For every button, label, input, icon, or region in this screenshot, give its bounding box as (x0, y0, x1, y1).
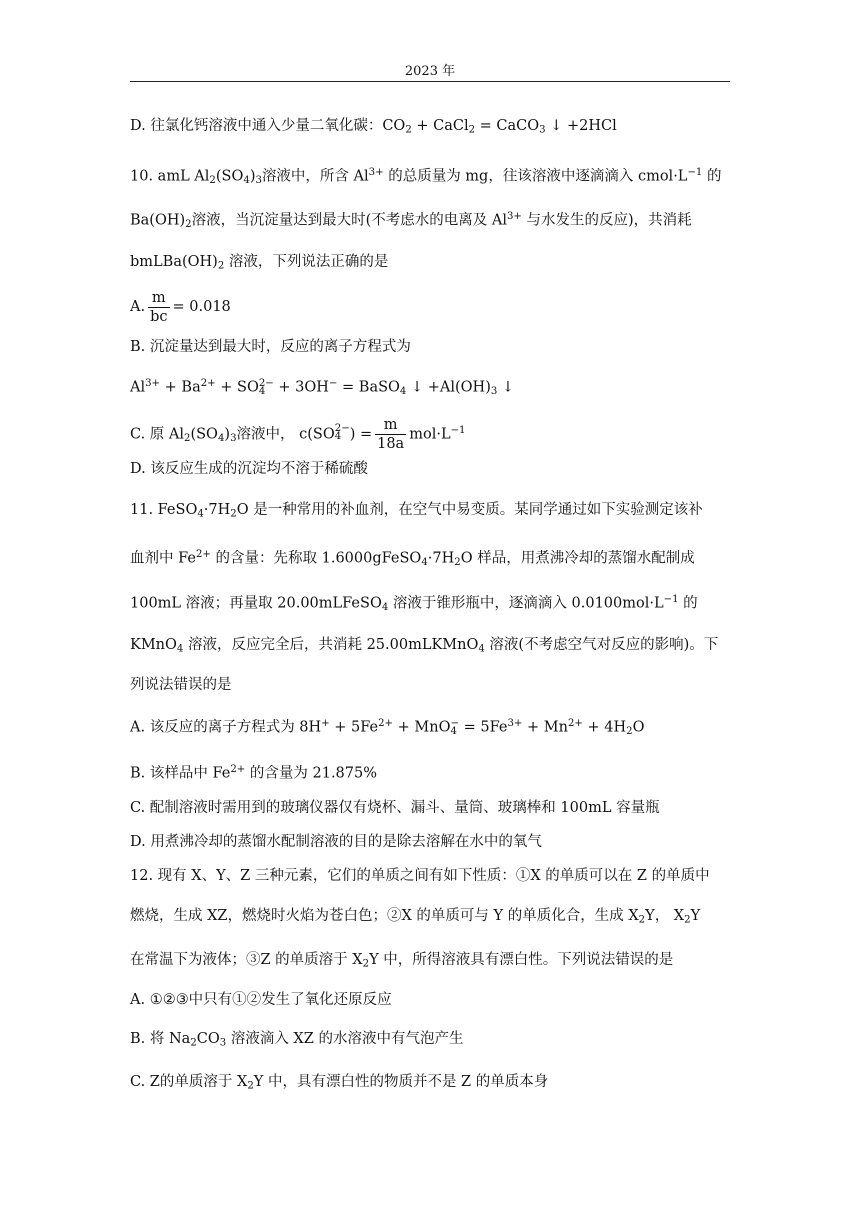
text-run: = BaSO (337, 379, 400, 396)
text-run: Y， X (645, 908, 685, 924)
text-run: 溶液中，所含 Al (261, 168, 369, 185)
text-run: ↓ (497, 379, 515, 396)
text-run: ·7H (203, 502, 231, 518)
text-run: 2 (217, 260, 225, 272)
text-run: 3+ (368, 167, 384, 178)
fraction-m-over-bc (148, 289, 169, 326)
text-run: 2 (247, 1080, 254, 1092)
text-run: + CaCl (411, 118, 469, 134)
q11-option-d (130, 832, 730, 852)
text-run: O 样品，用煮沸冷却的蒸馏水配制成 (460, 550, 695, 567)
text-run: 的含量：先称取 1.6000gFeSO (210, 550, 422, 567)
text-run: Y 中，所得溶液具有漂白性。下列说法错误的是 (369, 952, 674, 968)
text-run: 2+ (200, 378, 216, 389)
text-run: ) (224, 426, 231, 443)
text-run: 列说法错误的是 (130, 677, 232, 693)
q12-option-b (130, 1029, 730, 1054)
text-run: 4 (197, 508, 204, 520)
text-run: ) (249, 168, 256, 185)
text-run: C. Z的单质溶于 X (130, 1074, 248, 1090)
text-run: ·7H (427, 550, 455, 567)
text-run: A. 该反应的离子方程式为 8H (130, 719, 322, 736)
q11-stem-line1 (130, 500, 730, 525)
text-run: −1 (450, 425, 466, 436)
text-run: 2 (626, 726, 633, 738)
q12-stem-line3 (130, 950, 730, 975)
q10-option-b (130, 337, 730, 357)
text-run: + SO (215, 379, 259, 396)
header-rule (130, 81, 730, 82)
text-run: 2 (185, 219, 192, 231)
text-run: − (450, 717, 459, 729)
text-run: D. 用煮沸冷却的蒸馏水配制溶液的目的是除去溶解在水中的氧气 (130, 834, 542, 850)
text-run: 4 (478, 643, 485, 655)
text-run: 4 (258, 385, 266, 397)
text-run: = 5Fe (458, 719, 508, 736)
q11-option-b (130, 760, 730, 784)
text-run: ↓ +Al(OH) (406, 379, 491, 396)
text-run: 2 (468, 124, 476, 136)
text-run: 18a (377, 436, 405, 453)
text-run: 的含量为 21.875% (245, 765, 378, 782)
text-run: 3 (255, 175, 262, 187)
text-run: + 4H (582, 719, 627, 736)
q11-stem-line2 (130, 545, 730, 573)
text-run: Al (130, 379, 146, 396)
text-run: 4 (399, 386, 407, 398)
text-run: B. 该样品中 Fe (130, 765, 231, 782)
q10-stem-line1 (130, 163, 730, 191)
text-run: Y (690, 908, 701, 924)
q11-stem-line4 (130, 635, 730, 660)
text-run: 溶液于锥形瓶中，逐滴滴入 0.0100mol·L (388, 595, 664, 612)
text-run: 溶液，下列说法正确的是 (224, 254, 389, 270)
text-run: 12. 现有 X、Y、Z 三种元素，它们的单质之间有如下性质：①X 的单质可以在 Z 的单质中 (130, 868, 710, 884)
text-run: 的总质量为 mg，往该溶液中逐滴滴入 cmol·L (383, 168, 688, 185)
text-run: ↓ +2HCl (545, 118, 617, 134)
text-run: 3+ (506, 211, 522, 222)
text-run: B. 将 Na (130, 1031, 191, 1047)
text-run: O 是一种常用的补血剂，在空气中易变质。某同学通过如下实验测定该补 (236, 502, 703, 518)
text-run: 4 (176, 643, 184, 655)
text-run: + Mn (522, 719, 568, 736)
text-run: 3+ (507, 718, 523, 729)
text-run: 4 (421, 557, 428, 569)
text-run: m (148, 289, 169, 308)
text-run: 2 (362, 958, 370, 970)
text-run: 溶液，反应完全后，共消耗 25.00mLKMnO (183, 637, 479, 653)
text-run: (SO (190, 426, 218, 443)
text-run: bc (150, 308, 168, 325)
q11-stem-line3 (130, 590, 730, 618)
q12-option-a (130, 990, 730, 1010)
text-run: 2 (209, 175, 216, 187)
q11-option-a (130, 714, 730, 742)
text-run: 2 (230, 508, 237, 520)
q12-stem-line2 (130, 906, 730, 931)
text-run: + 3OH (273, 379, 329, 396)
text-run: 4 (381, 602, 389, 614)
text-run: 2 (184, 433, 191, 445)
text-run: 4 (334, 430, 342, 442)
text-run: 2 (405, 124, 412, 136)
text-run: m (375, 416, 406, 435)
text-run: 2+ (378, 718, 394, 729)
text-run: CO (196, 1031, 220, 1047)
q10-option-a (130, 288, 730, 326)
text-run: 的 (702, 168, 722, 185)
text-run: 溶液(不考虑空气对反应的影响)。下 (484, 637, 719, 653)
text-run: 3 (230, 433, 237, 445)
text-run: 2 (454, 557, 461, 569)
header-year: 2023 年 (404, 64, 456, 79)
q10-stem-line3 (130, 252, 730, 277)
text-run: C. 原 Al (130, 426, 185, 443)
text-run: 3 (219, 1037, 227, 1049)
text-run: 3 (539, 124, 546, 136)
text-run: C. 配制溶液时需用到的玻璃仪器仅有烧杯、漏斗、量筒、玻璃棒和 100mL 容量瓶 (130, 800, 660, 816)
text-run: D. 往氯化钙溶液中通入少量二氧化碳：CO (130, 118, 406, 134)
text-run: 2 (638, 914, 646, 926)
text-run: (SO (215, 168, 244, 185)
text-run: 2 (684, 914, 691, 926)
q10-option-c (130, 412, 730, 458)
text-run: B. 沉淀量达到最大时，反应的离子方程式为 (130, 339, 411, 355)
text-run: ) = (349, 426, 373, 443)
fraction-m-over-18a (375, 416, 406, 453)
text-run: 4 (450, 725, 457, 737)
text-run: 2− (334, 422, 350, 434)
q12-option-c (130, 1072, 730, 1097)
text-run: bmLBa(OH) (130, 254, 218, 270)
text-run: = CaCO (475, 118, 540, 134)
text-run: A. ①②③中只有①②发生了氧化还原反应 (130, 992, 392, 1008)
text-run: mol·L (409, 426, 451, 443)
text-run: 2+ (230, 764, 246, 775)
text-run: 10. amL Al (130, 168, 210, 185)
text-run: 溶液，当沉淀量达到最大时(不考虑水的电离及 Al (191, 212, 507, 229)
text-run: −1 (687, 167, 703, 178)
text-run: Ba(OH) (130, 212, 186, 229)
text-run: A. (130, 299, 146, 315)
text-run: D. 该反应生成的沉淀均不溶于稀硫酸 (130, 461, 368, 477)
q12-stem-line1 (130, 866, 730, 886)
text-run: O (632, 719, 645, 736)
q9-option-d (130, 116, 730, 141)
text-run: − (328, 378, 338, 389)
text-run: 血剂中 Fe (130, 550, 196, 567)
q11-option-c (130, 798, 730, 818)
text-run: + 5Fe (329, 719, 379, 736)
text-run: 燃烧，生成 XZ，燃烧时火焰为苍白色；②X 的单质可与 Y 的单质化合，生成 X (130, 908, 639, 924)
q11-stem-line5 (130, 675, 730, 695)
text-run: 在常温下为液体；③Z 的单质溶于 X (130, 952, 363, 968)
text-run: 的 (678, 595, 698, 612)
q10-option-d (130, 459, 730, 479)
text-run: KMnO (130, 637, 177, 653)
page-header (130, 64, 730, 80)
text-run: = 0.018 (172, 299, 231, 315)
text-run: 4 (243, 175, 250, 187)
q10-stem-line2 (130, 207, 730, 235)
text-run: 2 (190, 1037, 197, 1049)
text-run: 100mL 溶液；再量取 20.00mLFeSO (130, 595, 382, 612)
text-run: + (321, 718, 330, 729)
text-run: 与水发生的反应)，共消耗 (521, 212, 692, 229)
text-run: + MnO (393, 719, 451, 736)
text-run: + Ba (160, 379, 201, 396)
text-run: 4 (217, 433, 225, 445)
text-run: 2− (258, 377, 274, 389)
q10-option-b-equation (130, 374, 730, 402)
text-run: 3 (490, 386, 498, 398)
text-run: 溶液中， c(SO (236, 426, 335, 443)
text-run: −1 (663, 594, 679, 605)
text-run: 11. FeSO (130, 502, 198, 518)
text-run: Y 中，具有漂白性的物质并不是 Z 的单质本身 (253, 1074, 549, 1090)
text-run: 溶液滴入 XZ 的水溶液中有气泡产生 (226, 1031, 464, 1047)
text-run: 2+ (567, 718, 583, 729)
text-run: 3+ (145, 378, 161, 389)
text-run: 2+ (195, 549, 211, 560)
